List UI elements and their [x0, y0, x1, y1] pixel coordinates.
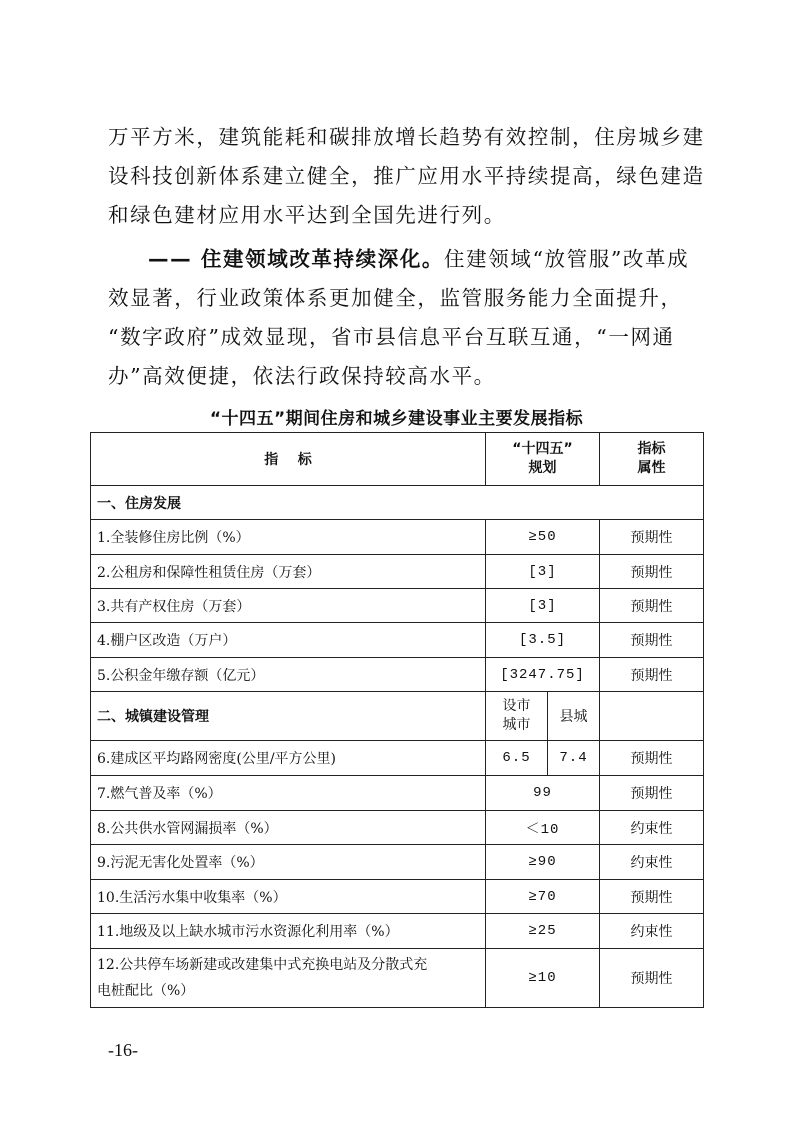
indicator-attribute: 预期性 [600, 589, 704, 623]
indicator-attribute: 预期性 [600, 880, 704, 914]
table-row [91, 949, 704, 1008]
section-row [91, 692, 704, 741]
indicator-value: ≥10 [486, 949, 600, 1008]
table-row [91, 555, 704, 589]
text-line: 效显著，行业政策体系更加健全，监管服务能力全面提升， [108, 286, 683, 310]
indicator-name: 5.公积金年缴存额（亿元） [91, 658, 486, 692]
indicator-name: 6.建成区平均路网密度(公里/平方公里) [91, 741, 486, 776]
indicator-attribute: 约束性 [600, 811, 704, 845]
header-plan-line1: “十四五” [512, 441, 573, 457]
indicator-attribute: 预期性 [600, 949, 704, 1008]
indicator-name: 9.污泥无害化处置率（%） [91, 845, 486, 880]
body-paragraph-1 [108, 118, 705, 235]
header-plan-line2: 规划 [528, 460, 557, 476]
indicator-value: ≥50 [486, 520, 600, 555]
indicator-name: 8.公共供水管网漏损率（%） [91, 811, 486, 845]
indicator-attribute: 预期性 [600, 623, 704, 658]
table-row [91, 776, 704, 811]
text-line: 办”高效便捷，依法行政保持较高水平。 [108, 364, 496, 388]
subheader-city-line2: 城市 [502, 717, 531, 733]
indicator-attribute: 约束性 [600, 914, 704, 949]
table-row [91, 623, 704, 658]
indicator-value: 99 [486, 776, 600, 811]
header-plan [486, 433, 600, 486]
header-attribute [600, 433, 704, 486]
indicator-name: 7.燃气普及率（%） [91, 776, 486, 811]
table-row [91, 658, 704, 692]
subheader-city [486, 692, 548, 741]
table-row [91, 914, 704, 949]
table-row [91, 520, 704, 555]
indicator-value: [3] [486, 555, 600, 589]
reform-text: 住建领域“放管服”改革成 [444, 247, 690, 271]
indicator-value: ≥70 [486, 880, 600, 914]
table-header-row [91, 433, 704, 486]
table-row [91, 741, 704, 776]
table-row [91, 589, 704, 623]
header-attr-line2: 属性 [637, 460, 666, 476]
text-line [148, 240, 688, 279]
table-caption: “十四五”期间住房和城乡建设事业主要发展指标 [209, 409, 584, 429]
indicator-attribute: 预期性 [600, 555, 704, 589]
table-row [91, 845, 704, 880]
text-line: 设科技创新体系建立健全，推广应用水平持续提高，绿色建造 [108, 164, 705, 188]
indicator-value: ≥25 [486, 914, 600, 949]
indicator-value: [3247.75] [486, 658, 600, 692]
indicator-name-line1: 12.公共停车场新建或改建集中式充换电站及分散式充 [97, 957, 428, 973]
indicator-attribute: 预期性 [600, 658, 704, 692]
body-paragraph-2-cont [108, 279, 688, 396]
indicator-name: 10.生活污水集中收集率（%） [91, 880, 486, 914]
indicator-name: 2.公租房和保障性租赁住房（万套） [91, 555, 486, 589]
indicator-attribute: 预期性 [600, 520, 704, 555]
table-row [91, 811, 704, 845]
body-paragraph-2 [148, 240, 688, 279]
indicator-attribute: 约束性 [600, 845, 704, 880]
text-line: “数字政府”成效显现，省市县信息平台互联互通，“一网通 [108, 325, 675, 349]
empty-cell [600, 692, 704, 741]
header-indicator: 指 标 [91, 433, 486, 486]
text-line: 万平方米，建筑能耗和碳排放增长趋势有效控制，住房城乡建 [108, 125, 705, 149]
section-title: 一、住房发展 [91, 486, 704, 520]
subheader-county: 县城 [548, 692, 600, 741]
indicator-name: 4.棚户区改造（万户） [91, 623, 486, 658]
section-title: 二、城镇建设管理 [91, 692, 486, 741]
page-number: -16- [108, 1040, 138, 1060]
indicator-value: [3] [486, 589, 600, 623]
indicator-attribute: 预期性 [600, 741, 704, 776]
indicator-value-city: 6.5 [486, 741, 548, 776]
indicators-table [90, 432, 704, 1008]
indicator-name: 1.全装修住房比例（%） [91, 520, 486, 555]
indicator-name: 11.地级及以上缺水城市污水资源化利用率（%） [91, 914, 486, 949]
section-row [91, 486, 704, 520]
indicator-attribute: 预期性 [600, 776, 704, 811]
reform-heading: —— 住建领域改革持续深化。 [148, 247, 445, 271]
indicator-value-county: 7.4 [548, 741, 600, 776]
header-attr-line1: 指标 [637, 441, 666, 457]
indicator-value: ≥90 [486, 845, 600, 880]
indicator-name-line2: 电桩配比（%） [97, 983, 195, 999]
indicator-value: [3.5] [486, 623, 600, 658]
text-line: 和绿色建材应用水平达到全国先进行列。 [108, 203, 506, 227]
indicator-name: 3.共有产权住房（万套） [91, 589, 486, 623]
indicator-value: ＜10 [486, 811, 600, 845]
table-row [91, 880, 704, 914]
subheader-city-line1: 设市 [502, 698, 531, 714]
indicator-name [91, 949, 486, 1008]
